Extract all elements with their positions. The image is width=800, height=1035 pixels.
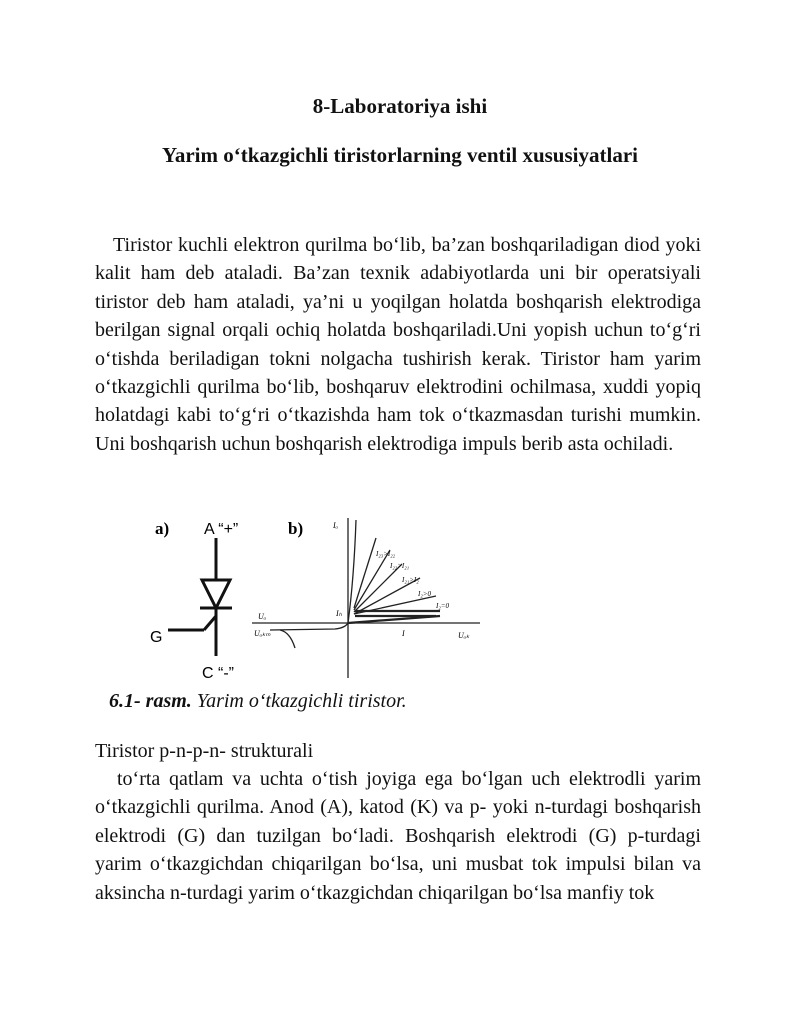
curve-label-1: I₂₃>I₂₂ bbox=[376, 550, 396, 558]
cathode-label: C “-” bbox=[202, 665, 234, 682]
curve-label-5: I₂=0 bbox=[436, 602, 449, 610]
gate-label: G bbox=[150, 629, 163, 646]
breakover-voltage-label: Uₐ bbox=[258, 612, 267, 621]
paragraph-intro: Tiristor kuchli elektron qurilma bo‘lib, ba’zan boshqariladigan diod yoki kalit ham deb ataladi. Ba’zan texnik adabiyotlarda uni bir operatsiyali tiristor deb ham ataladi, ya’ni u yoqilgan holatda boshqarish elektrodiga berilgan signal orqali ochiq holatda boshqariladi.Uni yopish uchun to‘g‘ri o‘tishda beriladigan tokni nolgacha tushirish kerak. Tiristor ham yarim o‘tkazgichli qurilma bo‘lib, boshqaruv elektrodini ochilmasa, xuddi yopiq holatdagi kabi to‘g‘ri o‘tkazishda ham tok o‘tkazmasdan turishi mumkin. Uni boshqarish uchun boshqarish elektrodiga impuls berib asta ochiladi. bbox=[95, 234, 701, 455]
thyristor-symbol bbox=[168, 538, 232, 656]
reverse-voltage-label: Uₐₖₘ bbox=[254, 629, 271, 638]
paragraph-structure: Tiristor p-n-p-n- strukturali bbox=[95, 740, 314, 762]
lab-number-heading: 8-Laboratoriya ishi bbox=[312, 94, 488, 118]
voltage-axis-label: Uₐₖ bbox=[458, 631, 470, 640]
holding-current-label: Iₕ bbox=[336, 609, 342, 618]
thyristor-figure-drawing bbox=[140, 508, 490, 688]
curve-label-3: I₂₁>I₂ bbox=[402, 576, 419, 584]
reverse-current-label: I bbox=[402, 629, 405, 638]
curve-label-2: I₂₂>I₂₁ bbox=[390, 562, 410, 570]
thyristor-figure bbox=[140, 508, 490, 688]
part-b-label: b) bbox=[288, 519, 304, 538]
anode-label: A “+” bbox=[204, 521, 239, 538]
current-axis-label: Iₐ bbox=[333, 521, 339, 530]
figure-caption-text: Yarim o‘tkazgichli tiristor. bbox=[196, 690, 407, 712]
part-a-label: a) bbox=[155, 519, 170, 538]
vi-characteristic-curves bbox=[270, 520, 440, 648]
curve-label-4: I₂>0 bbox=[418, 590, 431, 598]
vi-characteristic-axes bbox=[252, 518, 480, 678]
paragraph-layers: to‘rta qatlam va uchta o‘tish joyiga ega bo‘lgan uch elektrodli yarim o‘tkazgichli qurilma. Anod (A), katod (K) va p- yoki n-turdagi boshqarish elektrodi (G) dan tuzilgan bo‘ladi. Boshqarish elektrodi (G) p-turdagi yarim o‘tkazgichdan chiqarilgan bo‘lsa, uni musbat tok impulsi bilan va aksincha n-turdagi yarim o‘tkazgichdan chiqarilgan bo‘lsa manfiy tok bbox=[95, 768, 701, 904]
document-title: Yarim o‘tkazgichli tiristorlarning ventil xususiyatlari bbox=[162, 143, 638, 167]
figure-caption bbox=[109, 690, 407, 713]
figure-caption-number: 6.1- rasm. bbox=[109, 690, 192, 712]
